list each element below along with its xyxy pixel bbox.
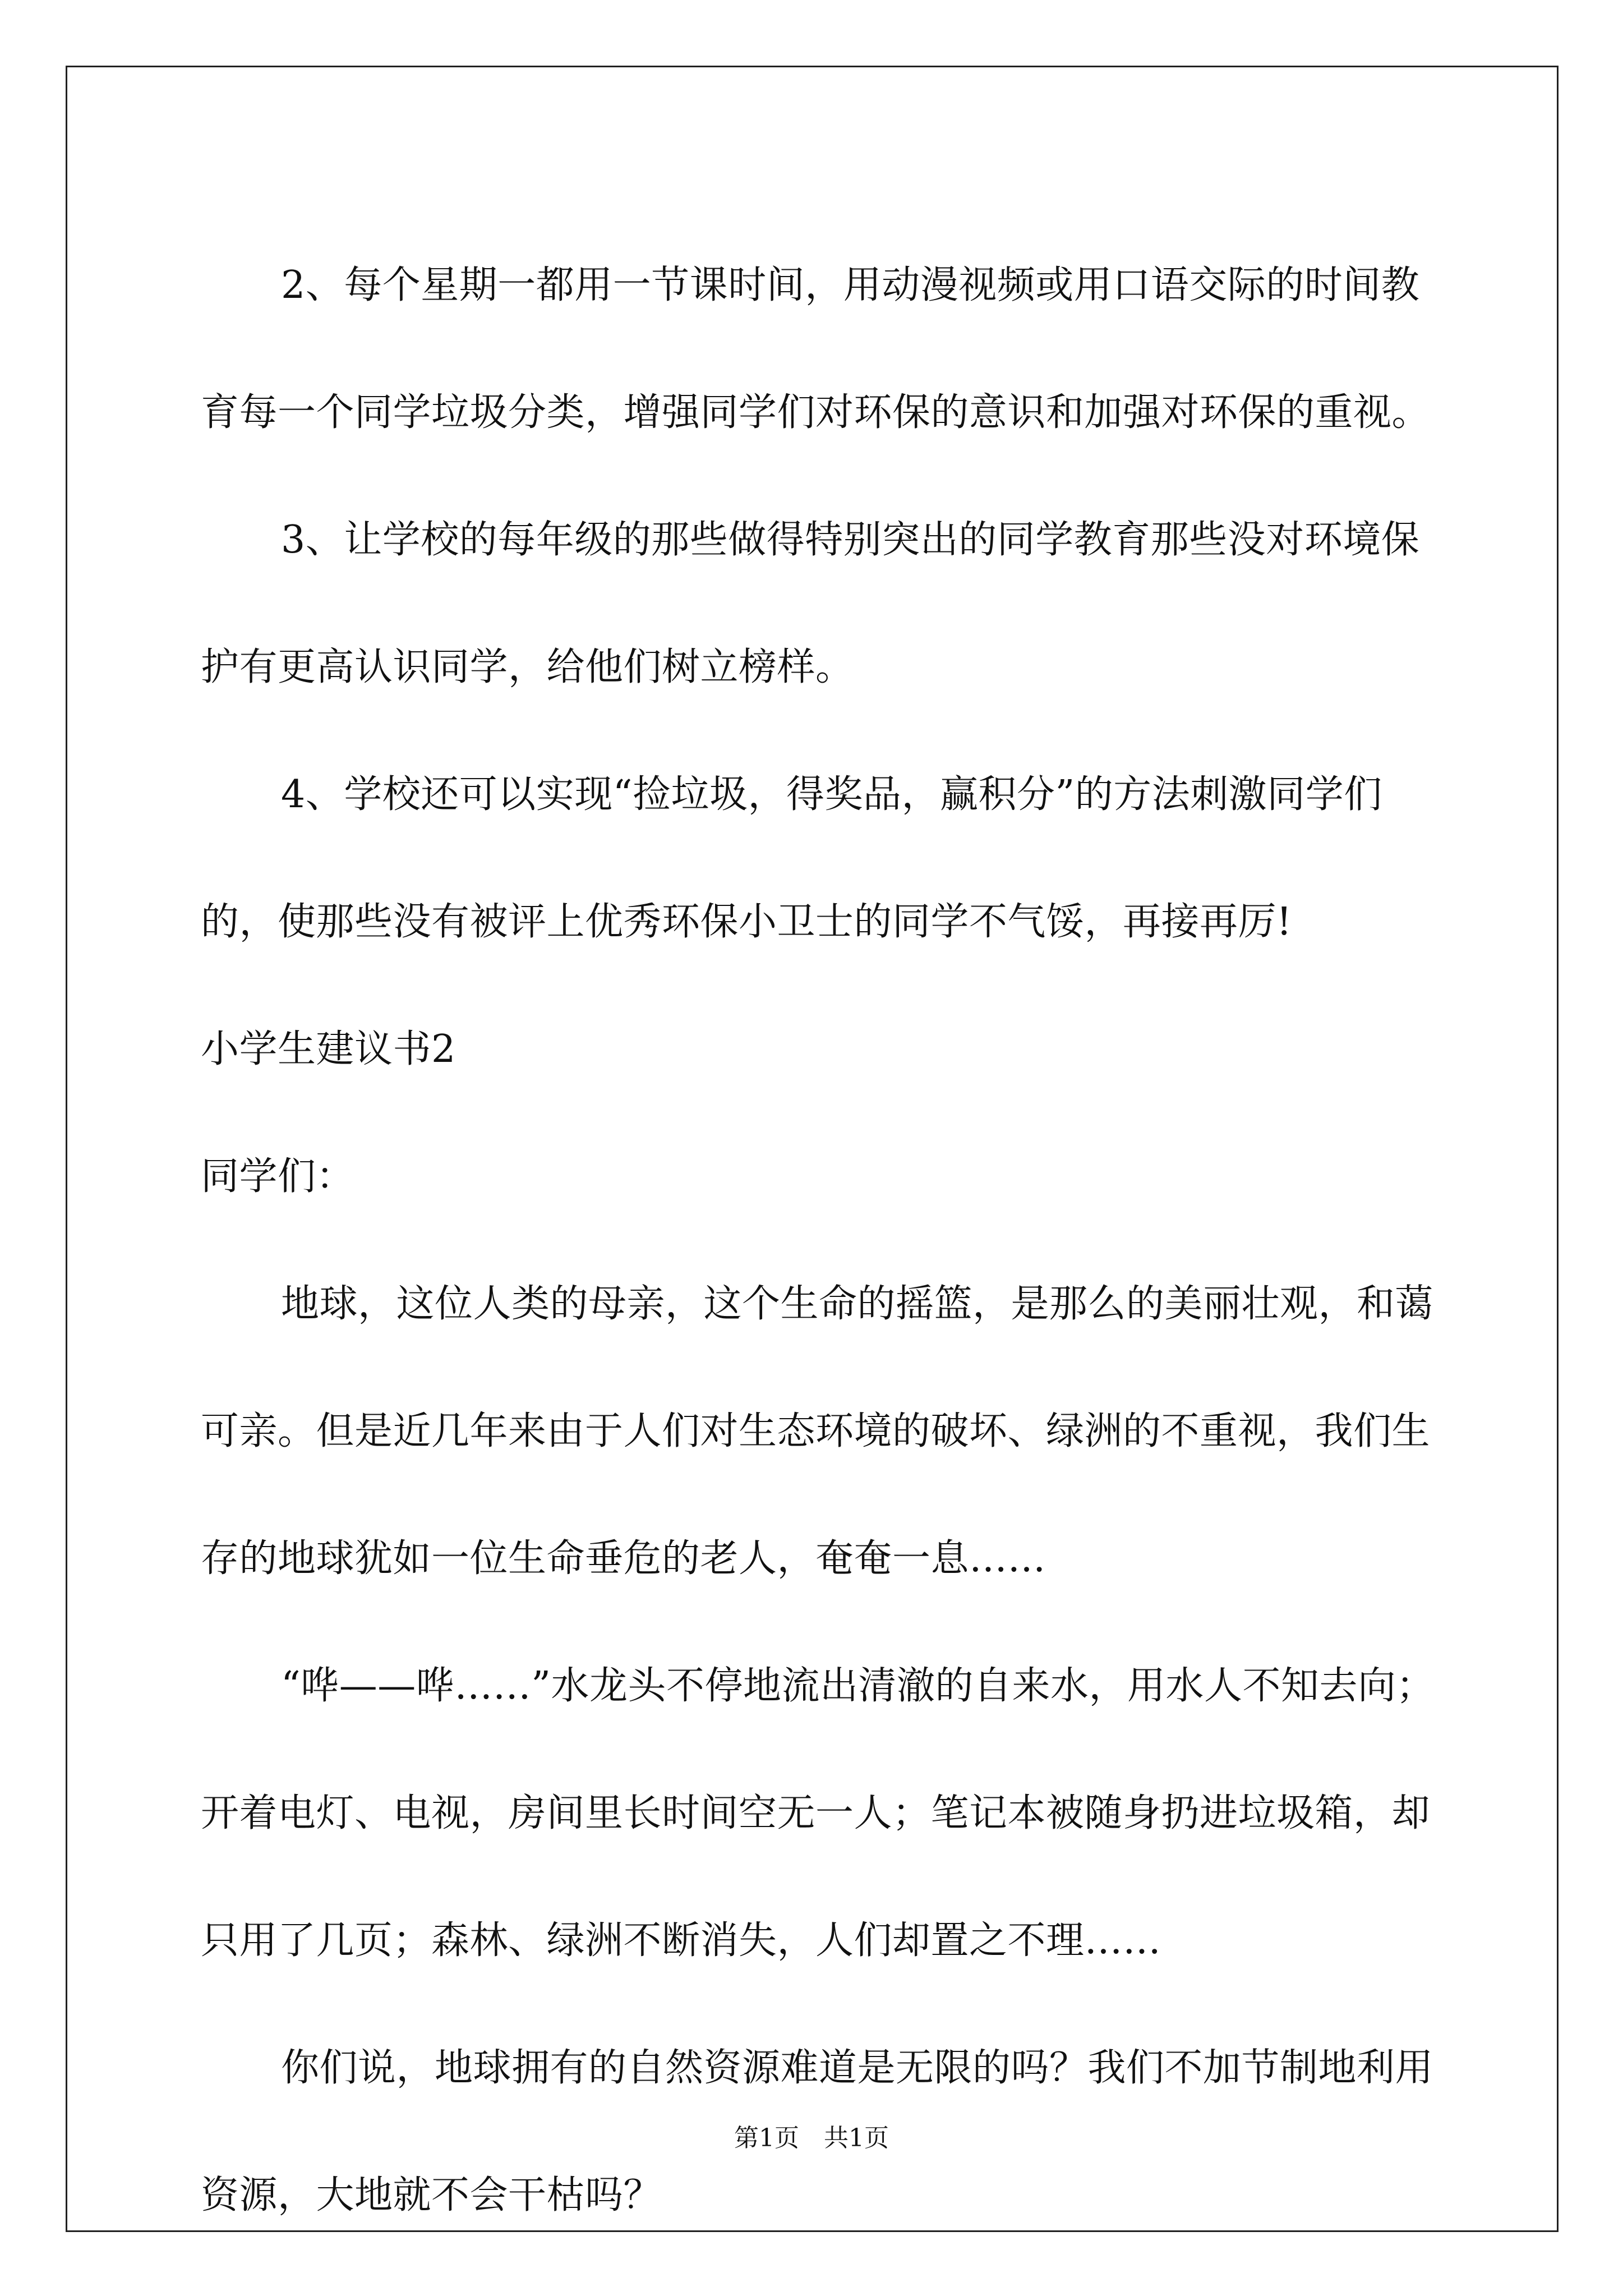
paragraph-waste-examples: “哗——哗……”水龙头不停地流出清澈的自来水，用水人不知去向；开着电灯、电视，房间里长时间空无一人；笔记本被随身扔进垃圾箱，却只用了几页；森林、绿洲不断消失，人们却置之不理……: [201, 1664, 1435, 1963]
section-heading: 小学生建议书2: [201, 1027, 456, 1071]
paragraph-item-2: 2、每个星期一都用一节课时间，用动漫视频或用口语交际的时间教育每一个同学垃圾分类，增强同学们对环保的意识和加强对环保的重视。: [201, 263, 1431, 435]
page-footer: 第1页 共1页: [734, 2124, 889, 2152]
paragraph-question: 你们说，地球拥有的自然资源难道是无限的吗？我们不加节制地利用资源，大地就不会干枯吗？: [201, 2046, 1434, 2217]
salutation: 同学们：: [201, 1154, 355, 1199]
paragraph-earth: 地球，这位人类的母亲，这个生命的摇篮，是那么的美丽壮观，和蔼可亲。但是近几年来由于人们对生态环境的破坏、绿洲的不重视，我们生存的地球犹如一位生命垂危的老人，奄奄一息……: [201, 1282, 1434, 1581]
paragraph-item-4: 4、学校还可以实现“捡垃圾，得奖品，赢积分”的方法刺激同学们的，使那些没有被评上优秀环保小卫士的同学不气馁，再接再厉!: [201, 772, 1382, 944]
paragraph-item-3: 3、让学校的每年级的那些做得特别突出的同学教育那些没对环境保护有更高认识同学，给他们树立榜样。: [201, 518, 1420, 689]
document-body: [201, 222, 1440, 2259]
